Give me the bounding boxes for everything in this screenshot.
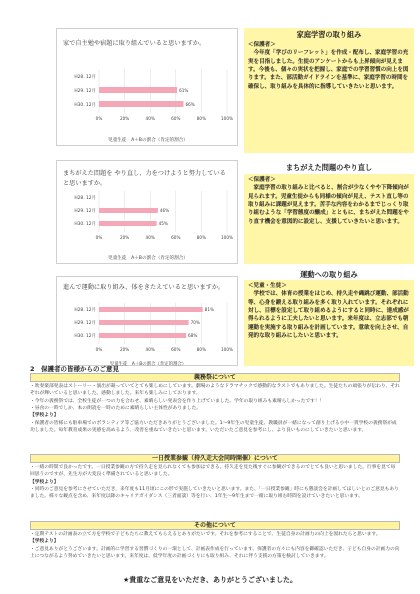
bar (99, 87, 177, 93)
x-tick-label: 60% (171, 235, 181, 240)
x-tick-label: 40% (145, 347, 155, 352)
panel-title-homework: 家庭学習の取り組み (296, 30, 362, 39)
bar (99, 221, 157, 226)
category-label: H30. 12月 (74, 103, 96, 108)
school-reply-other: ・ご意見ありがとうございます。計画的に学習する習慣づくりの一環として、計画表作成を行っています。保護者の方々にも内容を御確認いただき、子ども自身の計画力の向上につながるよう努めていきたいと思います。来年度は、低学年度の計画づくりにも取り組み、それに伴う支援の方策を検討していきます。 (30, 546, 400, 560)
section-heading: 2 保護者の皆様からのご意見 (30, 365, 120, 373)
school-label-gimusai: 【学校より】 (30, 413, 59, 419)
x-tick-label: 80% (196, 347, 207, 352)
x-tick-label: 0% (95, 116, 103, 121)
school-reply-gimusai: ・保護者の皆様にも駐車場でのボランティア等ご協力いただきありがとうございました。1〜9年生の児童生徒、教職員が一緒になって創り上げる小中一貫学校の義務祭が成功しました。毎年教育成果の実感を高めるよう、改善を重ねていきたいと思います。いただいたご意見を参考にし、より良いものにしていきたいと思います。 (30, 420, 397, 434)
data-label: 66% (185, 102, 195, 107)
chart-homework (57, 29, 239, 147)
bar (99, 320, 189, 325)
panel-body-review: ＜保護者＞ 家庭学習の取り組みと比べると、割合が少なくやや下降傾向が見られます。児童生徒からも同様の傾向が見え、テスト直し等の取り組みに課題が見えます。苦手な内容をわかるまでじっくり取り組むような「学習態度の醸成」とともに、まちがえた問題をやり直す機会を意図的に設定し、支援していきたいと思います。 (248, 177, 409, 225)
category-comment-other: ・定期テストの計画表の立て方を学校で子どもたちに教えてもらえるとありがたいです。それを参考にすることで、生徒自身の計画力の向上を図れたらと思います。 (30, 532, 381, 537)
chart-box-review (56, 160, 238, 264)
category-label: H28. 12月 (74, 196, 96, 201)
category-label: H29. 12月 (74, 321, 96, 326)
x-tick-label: 40% (145, 235, 155, 240)
chart-caption-exercise: 児童生徒 A＋Bの割合（肯定的割合） (109, 362, 187, 367)
panel-body-exercise: ＜児童・生徒＞ 学校では、体育の授業をはじめ、持久走や縄跳び運動、部活動等、心身を鍛える取り組みを多く取り入れています。それぞれに対し、目標を設定して取り組めるようにすると同時に、達成感が得られるように工夫したいと思います。来年度は、立志部でも朝運動を実施する取り組みを計画しています。意欲を向上させ、自発的な取り組みにしたいと思います。 (248, 283, 409, 339)
bar (99, 208, 158, 213)
x-tick-label: 100% (221, 235, 233, 240)
bar (99, 307, 203, 312)
x-tick-label: 60% (171, 116, 181, 121)
category-body-gimusai (30, 383, 400, 435)
school-label-sankan: 【学校より】 (30, 479, 59, 485)
chart-review (57, 161, 239, 265)
panel-title-exercise: 運動への取り組み (300, 270, 358, 279)
category-comment-sankan: ・一緒の時間で良かったです。一日授業参観の方で持久走を見られなくても参加はできる。持久走を見た後すぐに参観ができるのでとても良いと思いました。行事を見て毎回思うのですが、先生方が大変良く準備されていると思いました。 (30, 465, 396, 478)
bar (99, 101, 183, 107)
school-label-other: 【学校より】 (30, 539, 59, 545)
chart-caption-review: 児童生徒 A＋Bの割合（肯定的割合） (108, 256, 188, 261)
chart-exercise (57, 277, 239, 367)
category-header-sankan: 一日授業参観（持久走大会同時開催）について (30, 454, 400, 463)
bar (99, 333, 186, 338)
category-label: H30. 12月 (74, 334, 96, 339)
question-homework: 家で自主勉や宿題に取り組んでいると思いますか。 (63, 40, 206, 47)
data-label: 70% (190, 320, 200, 325)
data-label: 45% (158, 221, 168, 226)
category-header-gimusai: 義務祭について (30, 373, 400, 382)
category-label: H28. 12月 (74, 308, 96, 313)
category-label: H28. 12月 (74, 75, 96, 80)
x-tick-label: 40% (145, 116, 155, 121)
x-tick-label: 100% (221, 347, 233, 352)
data-label: 61% (179, 88, 189, 93)
category-comment-gimusai: ・吹奏楽部発表はストーリー・演出が凝っていてとても楽しめにしています。劇場のようなドラマチックで感動的なラストでもありました。生徒たちの頑張りが伝わり、それぞれが輝いていると思いました。感動しました。来年も楽しみにしております。 ・今年の義務祭では、全校生徒が一つの力を合わせ、素晴らしい発表会を作り上げていました。学年の取り組みも素晴らしかったです！！ ・昼食の一時でしか、本の朗読を一時のために素晴らしい主体性がありました。 (30, 384, 400, 412)
x-tick-label: 60% (171, 347, 181, 352)
closing-message: ★貴重なご意見をいただき、ありがとうございました。 (123, 576, 297, 584)
category-body-other (30, 531, 400, 560)
x-tick-label: 80% (196, 235, 207, 240)
data-label: 46% (159, 208, 170, 213)
category-label: H29. 12月 (74, 209, 96, 214)
chart-box-exercise (56, 276, 238, 366)
data-label: 68% (188, 333, 198, 338)
question-exercise: 進んで運動に取り組み、体をきたえていると思いますか。 (63, 284, 225, 291)
panel-title-review: まちがえた問題のやり直し (285, 163, 373, 172)
category-body-sankan (30, 464, 400, 501)
x-tick-label: 0% (95, 347, 103, 352)
panel-body-homework: ＜保護者＞ 今年度「学びのリーフレット」を作成・配布し、家庭学習の充実を目指しました。生徒のアンケートからも上昇傾向が見えます。今後も、個々の実状を把握し、家庭での学習習慣の向上を図ります。また、部活動ガイドラインを基準に、家庭学習の時間を確保し、取り組みを具体的に指導していきたいと思います。 (248, 42, 409, 90)
x-tick-label: 20% (119, 347, 130, 352)
x-tick-label: 20% (119, 235, 130, 240)
chart-caption-homework: 児童生徒 A＋Bの割合（肯定的割合） (108, 138, 188, 143)
question-review: まちがえた問題を やり直し、力をつけようと努力していると思いますか。 (63, 170, 226, 187)
x-tick-label: 0% (95, 235, 103, 240)
category-label: H30. 12月 (74, 222, 96, 227)
category-label: H29. 12月 (74, 89, 96, 94)
x-tick-label: 20% (119, 116, 130, 121)
x-tick-label: 80% (196, 116, 207, 121)
school-reply-sankan: ・同時のご意見を参考にさせていただき、来年度も11月頃にこの形で実施していきたいと思います。また、「一日授業参観」時にも懇談会を計画してほしいとのご意見もありました。様々な観点を含め、来年度以降のキャリアガイダンス（三者面談）等を行い、1年生〜9年生まで一緒に取り組む時間を設けていきたいと思います。 (30, 487, 399, 500)
data-label: 81% (204, 307, 214, 312)
category-header-other: その他について (30, 521, 400, 530)
x-tick-label: 100% (221, 116, 233, 121)
chart-box-homework (56, 28, 238, 146)
